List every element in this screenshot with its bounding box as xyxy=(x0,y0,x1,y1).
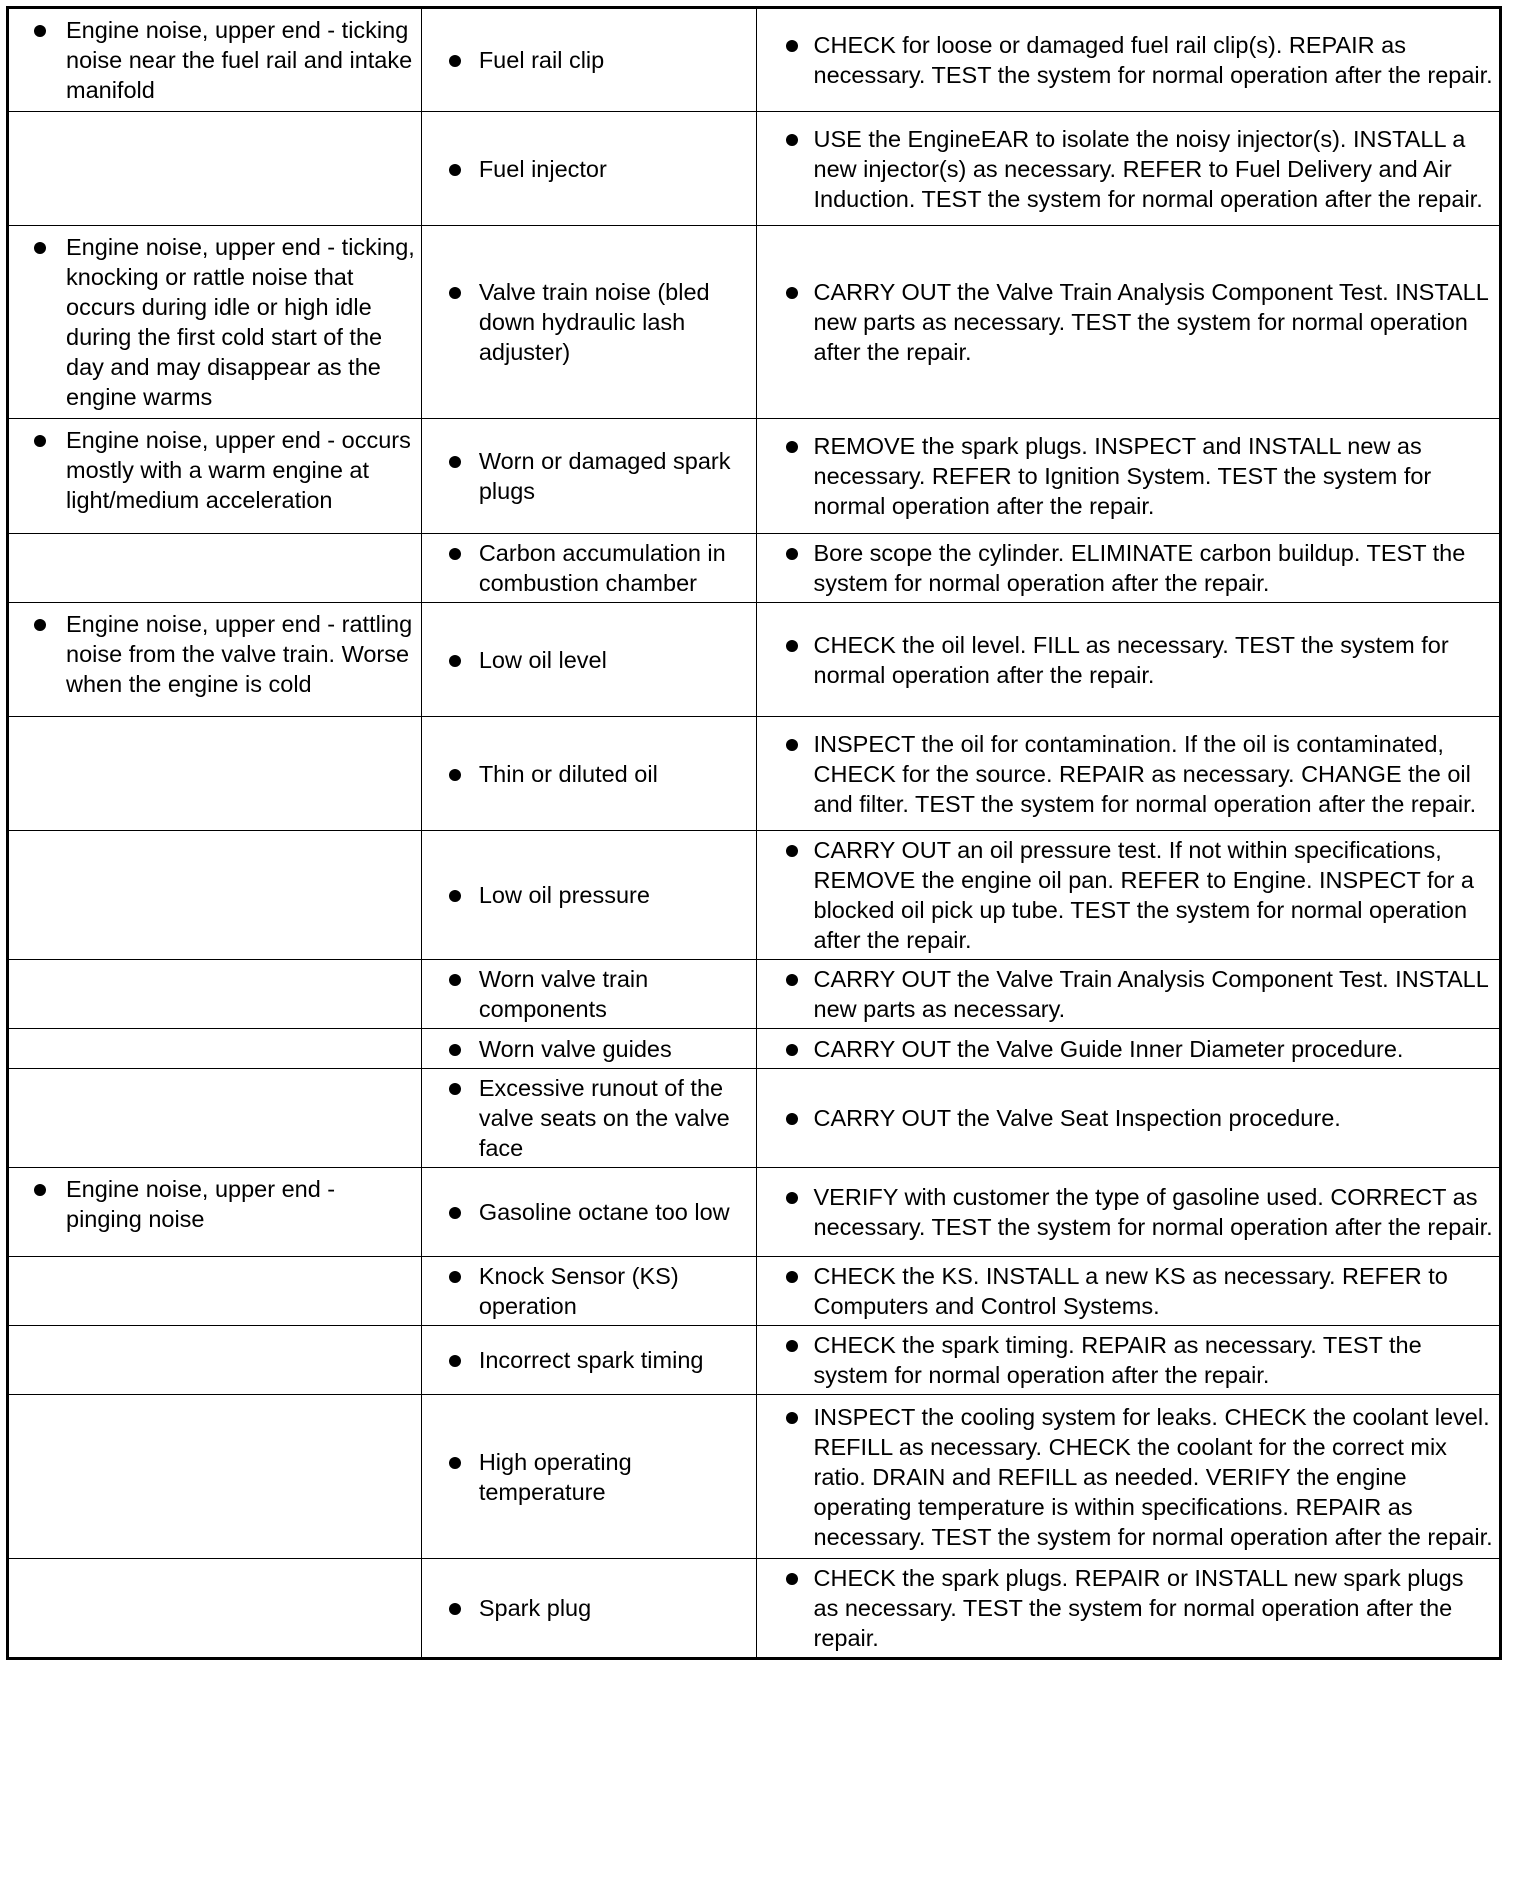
action-text: CARRY OUT an oil pressure test. If not within specifications, REMOVE the engine oil pan. REFER to Engine. INSPECT for a blocked oil pick up tube. TEST the system for normal operation after the repair. xyxy=(757,831,1500,959)
condition-cell xyxy=(8,831,422,960)
source-text: Fuel injector xyxy=(422,150,756,188)
table-row xyxy=(8,1559,1501,1659)
action-cell xyxy=(756,534,1501,603)
condition-cell xyxy=(8,1559,422,1659)
source-cell xyxy=(421,1069,756,1168)
action-text: VERIFY with customer the type of gasoline used. CORRECT as necessary. TEST the system for normal operation after the repair. xyxy=(757,1178,1500,1246)
action-text: USE the EngineEAR to isolate the noisy injector(s). INSTALL a new injector(s) as necessary. REFER to Fuel Delivery and Air Induction. TEST the system for normal operation after the repair. xyxy=(757,120,1500,218)
diagnostic-table-body xyxy=(8,8,1501,1659)
table-row xyxy=(8,603,1501,717)
source-cell xyxy=(421,717,756,831)
table-row xyxy=(8,419,1501,534)
source-text: Worn valve train components xyxy=(422,960,756,1028)
source-text: Worn valve guides xyxy=(422,1030,756,1068)
table-row xyxy=(8,831,1501,960)
source-text: Worn or damaged spark plugs xyxy=(422,442,756,510)
action-text: CHECK the oil level. FILL as necessary. TEST the system for normal operation after the repair. xyxy=(757,626,1500,694)
source-cell xyxy=(421,1168,756,1257)
condition-cell xyxy=(8,534,422,603)
condition-cell xyxy=(8,8,422,112)
source-text: Carbon accumulation in combustion chamber xyxy=(422,534,756,602)
action-text: CARRY OUT the Valve Train Analysis Component Test. INSTALL new parts as necessary. TEST the system for normal operation after the repair. xyxy=(757,273,1500,371)
action-text: INSPECT the cooling system for leaks. CHECK the coolant level. REFILL as necessary. CHECK the coolant for the correct mix ratio. DRAIN and REFILL as needed. VERIFY the engine operating temperature is within specifications. REPAIR as necessary. TEST the system for normal operation after the repair. xyxy=(757,1398,1500,1556)
action-cell xyxy=(756,226,1501,419)
condition-text: Engine noise, upper end - pinging noise xyxy=(9,1168,421,1240)
condition-cell xyxy=(8,960,422,1029)
condition-text: Engine noise, upper end - occurs mostly with a warm engine at light/medium acceleration xyxy=(9,419,421,521)
condition-cell xyxy=(8,226,422,419)
action-text: CHECK for loose or damaged fuel rail clip(s). REPAIR as necessary. TEST the system for normal operation after the repair. xyxy=(757,26,1500,94)
action-text: CHECK the spark timing. REPAIR as necessary. TEST the system for normal operation after the repair. xyxy=(757,1326,1500,1394)
source-text: Thin or diluted oil xyxy=(422,755,756,793)
source-text: Excessive runout of the valve seats on the valve face xyxy=(422,1069,756,1167)
source-cell xyxy=(421,1257,756,1326)
source-cell xyxy=(421,8,756,112)
source-text: Incorrect spark timing xyxy=(422,1341,756,1379)
condition-text: Engine noise, upper end - ticking, knocking or rattle noise that occurs during idle or high idle during the first cold start of the day and may disappear as the engine warms xyxy=(9,226,421,418)
condition-cell xyxy=(8,717,422,831)
condition-cell xyxy=(8,1395,422,1559)
action-text: CARRY OUT the Valve Seat Inspection procedure. xyxy=(757,1099,1500,1137)
source-cell xyxy=(421,112,756,226)
condition-cell xyxy=(8,1257,422,1326)
table-row xyxy=(8,1395,1501,1559)
table-row xyxy=(8,960,1501,1029)
condition-text: Engine noise, upper end - ticking noise near the fuel rail and intake manifold xyxy=(9,9,421,111)
table-row xyxy=(8,1326,1501,1395)
source-cell xyxy=(421,226,756,419)
action-text: CARRY OUT the Valve Train Analysis Component Test. INSTALL new parts as necessary. xyxy=(757,960,1500,1028)
table-row xyxy=(8,226,1501,419)
source-cell xyxy=(421,1326,756,1395)
action-text: REMOVE the spark plugs. INSPECT and INSTALL new as necessary. REFER to Ignition System. TEST the system for normal operation after the repair. xyxy=(757,427,1500,525)
action-text: INSPECT the oil for contamination. If the oil is contaminated, CHECK for the source. REPAIR as necessary. CHANGE the oil and filter. TEST the system for normal operation after the repair. xyxy=(757,725,1500,823)
action-text: CHECK the spark plugs. REPAIR or INSTALL new spark plugs as necessary. TEST the system for normal operation after the repair. xyxy=(757,1559,1500,1657)
source-text: Valve train noise (bled down hydraulic lash adjuster) xyxy=(422,273,756,371)
action-cell xyxy=(756,1029,1501,1069)
action-cell xyxy=(756,8,1501,112)
condition-text: Engine noise, upper end - rattling noise from the valve train. Worse when the engine is cold xyxy=(9,603,421,705)
condition-cell xyxy=(8,1069,422,1168)
source-cell xyxy=(421,831,756,960)
condition-cell xyxy=(8,112,422,226)
action-cell xyxy=(756,831,1501,960)
source-text: High operating temperature xyxy=(422,1443,756,1511)
action-cell xyxy=(756,603,1501,717)
source-text: Fuel rail clip xyxy=(422,41,756,79)
source-cell xyxy=(421,603,756,717)
action-cell xyxy=(756,419,1501,534)
table-row xyxy=(8,534,1501,603)
source-cell xyxy=(421,1395,756,1559)
condition-cell xyxy=(8,1168,422,1257)
source-cell xyxy=(421,1559,756,1659)
condition-cell xyxy=(8,419,422,534)
source-text: Knock Sensor (KS) operation xyxy=(422,1257,756,1325)
action-cell xyxy=(756,1326,1501,1395)
condition-cell xyxy=(8,603,422,717)
source-cell xyxy=(421,960,756,1029)
source-text: Gasoline octane too low xyxy=(422,1193,756,1231)
source-text: Low oil pressure xyxy=(422,876,756,914)
condition-cell xyxy=(8,1029,422,1069)
action-cell xyxy=(756,960,1501,1029)
action-text: CARRY OUT the Valve Guide Inner Diameter procedure. xyxy=(757,1030,1500,1068)
action-cell xyxy=(756,1257,1501,1326)
table-row xyxy=(8,112,1501,226)
action-cell xyxy=(756,1395,1501,1559)
table-row xyxy=(8,8,1501,112)
diagnostic-table xyxy=(6,6,1502,1660)
source-text: Low oil level xyxy=(422,641,756,679)
condition-cell xyxy=(8,1326,422,1395)
table-row xyxy=(8,1168,1501,1257)
action-text: CHECK the KS. INSTALL a new KS as necessary. REFER to Computers and Control Systems. xyxy=(757,1257,1500,1325)
table-row xyxy=(8,717,1501,831)
action-cell xyxy=(756,1559,1501,1659)
source-text: Spark plug xyxy=(422,1589,756,1627)
action-text: Bore scope the cylinder. ELIMINATE carbon buildup. TEST the system for normal operation after the repair. xyxy=(757,534,1500,602)
action-cell xyxy=(756,717,1501,831)
source-cell xyxy=(421,534,756,603)
table-row xyxy=(8,1257,1501,1326)
table-row xyxy=(8,1029,1501,1069)
action-cell xyxy=(756,1168,1501,1257)
action-cell xyxy=(756,1069,1501,1168)
table-row xyxy=(8,1069,1501,1168)
source-cell xyxy=(421,419,756,534)
source-cell xyxy=(421,1029,756,1069)
action-cell xyxy=(756,112,1501,226)
